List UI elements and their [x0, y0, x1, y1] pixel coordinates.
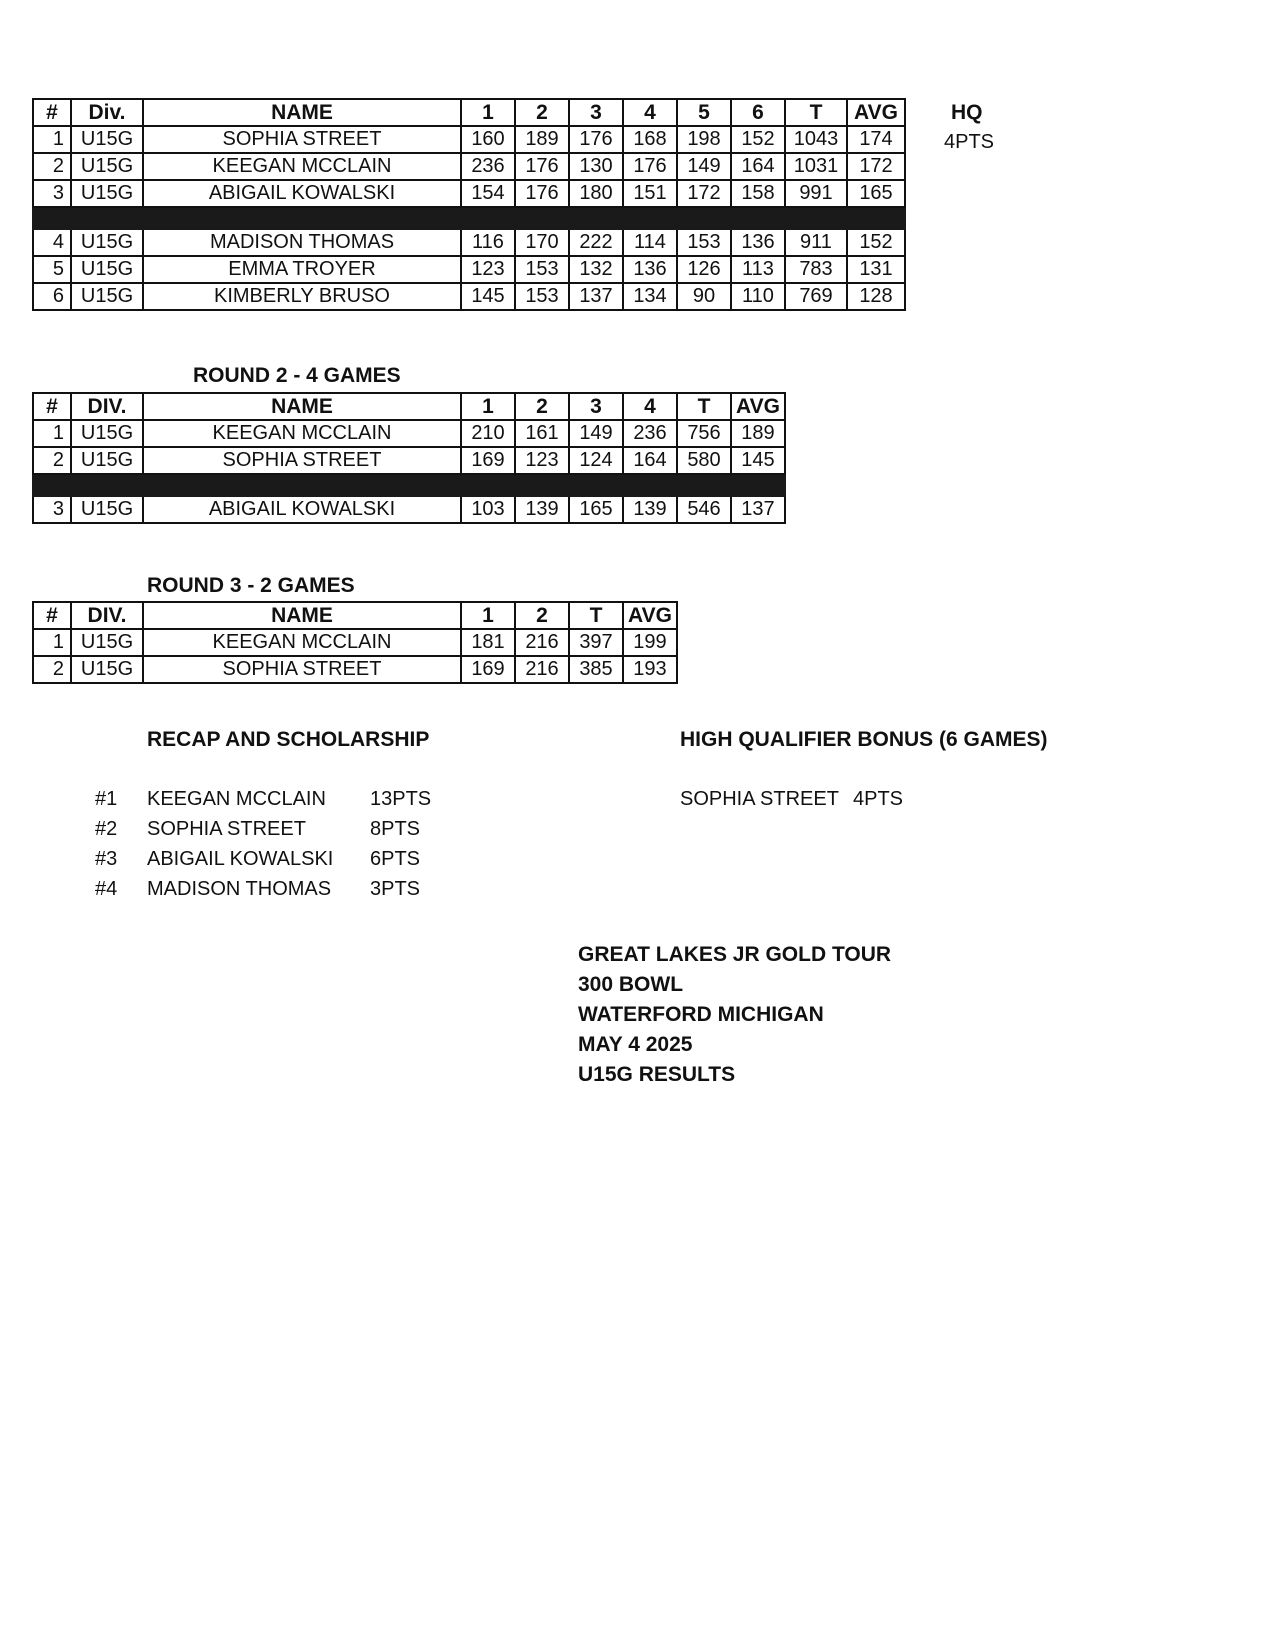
table-cell: 189: [515, 126, 569, 153]
table-cell: 236: [461, 153, 515, 180]
event-date: MAY 4 2025: [578, 1033, 693, 1056]
table-cell: 176: [569, 126, 623, 153]
table-cell: 6: [33, 283, 71, 310]
bonus-points: 4PTS: [853, 788, 904, 810]
table-cell: 164: [731, 153, 785, 180]
table-cell: 2: [33, 153, 71, 180]
table-cell: 149: [677, 153, 731, 180]
table-cell: 153: [515, 283, 569, 310]
table-row: [33, 496, 785, 523]
table-cell: 161: [515, 420, 569, 447]
table-cell: U15G: [71, 283, 143, 310]
table-cell: 154: [461, 180, 515, 207]
event-division: U15G RESULTS: [578, 1063, 736, 1086]
round3-col-header: T: [569, 602, 623, 629]
table-cell: KEEGAN MCCLAIN: [143, 420, 461, 447]
round2-title: ROUND 2 - 4 GAMES: [193, 364, 401, 387]
table-cell: KEEGAN MCCLAIN: [143, 153, 461, 180]
table-cell: 126: [677, 256, 731, 283]
round2-col-header: #: [33, 393, 71, 420]
table-cell: 145: [731, 447, 785, 474]
table-cell: 152: [847, 229, 905, 256]
table-cell: 176: [515, 180, 569, 207]
table-row: [33, 629, 677, 656]
table-cell: 172: [847, 153, 905, 180]
table-cell: 110: [731, 283, 785, 310]
round1-col-header: #: [33, 99, 71, 126]
table-cell: 145: [461, 283, 515, 310]
table-cell: 165: [847, 180, 905, 207]
table-cell: 174: [847, 126, 905, 153]
table-cell: 5: [33, 256, 71, 283]
table-cell: 132: [569, 256, 623, 283]
round2-col-header: 3: [569, 393, 623, 420]
table-cell: 113: [731, 256, 785, 283]
table-cell: 3: [33, 496, 71, 523]
table-cell: 1: [33, 126, 71, 153]
table-cell: 137: [569, 283, 623, 310]
table-cell: U15G: [71, 229, 143, 256]
bonus-name: SOPHIA STREET: [680, 788, 839, 810]
table-cell: 164: [623, 447, 677, 474]
table-cell: 151: [623, 180, 677, 207]
table-cell: 153: [677, 229, 731, 256]
table-cell: 169: [461, 447, 515, 474]
table-cell: SOPHIA STREET: [143, 126, 461, 153]
recap-points: 6PTS: [370, 848, 421, 870]
table-cell: KIMBERLY BRUSO: [143, 283, 461, 310]
table-cell: MADISON THOMAS: [143, 229, 461, 256]
table-cell: 198: [677, 126, 731, 153]
table-cell: 128: [847, 283, 905, 310]
table-cell: 152: [731, 126, 785, 153]
table-cell: 1: [33, 420, 71, 447]
recap-name: ABIGAIL KOWALSKI: [147, 848, 334, 870]
table-cell: 136: [731, 229, 785, 256]
table-cell: 176: [515, 153, 569, 180]
cut-line-bar: [33, 207, 905, 229]
table-cell: 580: [677, 447, 731, 474]
table-cell: 170: [515, 229, 569, 256]
table-cell: U15G: [71, 496, 143, 523]
table-row: [33, 180, 905, 207]
table-cell: U15G: [71, 180, 143, 207]
table-cell: 4: [33, 229, 71, 256]
table-cell: 158: [731, 180, 785, 207]
round3-col-header: NAME: [143, 602, 461, 629]
table-cell: 103: [461, 496, 515, 523]
recap-name: MADISON THOMAS: [147, 878, 332, 900]
cut-line: [33, 474, 785, 496]
round3-col-header: AVG: [623, 602, 677, 629]
table-cell: 3: [33, 180, 71, 207]
round1-col-header: 6: [731, 99, 785, 126]
table-cell: 1031: [785, 153, 847, 180]
table-cell: 991: [785, 180, 847, 207]
table-cell: SOPHIA STREET: [143, 447, 461, 474]
table-cell: 139: [515, 496, 569, 523]
round1-col-header: NAME: [143, 99, 461, 126]
recap-points: 3PTS: [370, 878, 421, 900]
table-cell: ABIGAIL KOWALSKI: [143, 496, 461, 523]
round1-col-header: 1: [461, 99, 515, 126]
round1-table: [32, 98, 906, 311]
hq-header: HQ: [951, 101, 983, 124]
table-cell: 193: [623, 656, 677, 683]
round2-col-header: T: [677, 393, 731, 420]
table-cell: 911: [785, 229, 847, 256]
recap-place: #1: [95, 788, 118, 810]
table-row: [33, 229, 905, 256]
round2-col-header: 1: [461, 393, 515, 420]
table-cell: U15G: [71, 629, 143, 656]
recap-name: KEEGAN MCCLAIN: [147, 788, 326, 810]
round2-col-header: DIV.: [71, 393, 143, 420]
recap-place: #2: [95, 818, 118, 840]
table-cell: 756: [677, 420, 731, 447]
table-cell: 1: [33, 629, 71, 656]
table-cell: 769: [785, 283, 847, 310]
table-row: [33, 420, 785, 447]
table-cell: 90: [677, 283, 731, 310]
round2-table: [32, 392, 786, 524]
round1-header-row: [33, 99, 905, 126]
table-cell: SOPHIA STREET: [143, 656, 461, 683]
table-row: [33, 153, 905, 180]
table-cell: 222: [569, 229, 623, 256]
event-location: WATERFORD MICHIGAN: [578, 1003, 824, 1026]
table-cell: 216: [515, 656, 569, 683]
event-venue: 300 BOWL: [578, 973, 684, 996]
round3-header-row: [33, 602, 677, 629]
round1-col-header: 3: [569, 99, 623, 126]
round2-col-header: 2: [515, 393, 569, 420]
table-cell: 216: [515, 629, 569, 656]
round1-col-header: 2: [515, 99, 569, 126]
table-cell: 2: [33, 656, 71, 683]
table-cell: U15G: [71, 447, 143, 474]
round2-col-header: NAME: [143, 393, 461, 420]
table-cell: 139: [623, 496, 677, 523]
table-cell: 131: [847, 256, 905, 283]
table-cell: 114: [623, 229, 677, 256]
round1-col-header: 4: [623, 99, 677, 126]
round2-header-row: [33, 393, 785, 420]
recap-points: 8PTS: [370, 818, 421, 840]
recap-title: RECAP AND SCHOLARSHIP: [147, 728, 430, 751]
table-cell: 783: [785, 256, 847, 283]
table-cell: U15G: [71, 656, 143, 683]
table-cell: 210: [461, 420, 515, 447]
round2-col-header: AVG: [731, 393, 785, 420]
table-cell: 168: [623, 126, 677, 153]
round1-col-header: 5: [677, 99, 731, 126]
hq-points: 4PTS: [944, 131, 995, 153]
table-row: [33, 256, 905, 283]
table-cell: 165: [569, 496, 623, 523]
round3-title: ROUND 3 - 2 GAMES: [147, 574, 355, 597]
table-cell: 160: [461, 126, 515, 153]
round1-col-header: Div.: [71, 99, 143, 126]
table-cell: U15G: [71, 126, 143, 153]
round1-col-header: T: [785, 99, 847, 126]
table-cell: 123: [461, 256, 515, 283]
table-cell: 124: [569, 447, 623, 474]
table-cell: 385: [569, 656, 623, 683]
table-row: [33, 126, 905, 153]
table-cell: 137: [731, 496, 785, 523]
bonus-title: HIGH QUALIFIER BONUS (6 GAMES): [680, 728, 1048, 751]
recap-points: 13PTS: [370, 788, 432, 810]
recap-place: #4: [95, 878, 118, 900]
cut-line: [33, 207, 905, 229]
table-cell: 2: [33, 447, 71, 474]
table-cell: 169: [461, 656, 515, 683]
table-cell: 130: [569, 153, 623, 180]
table-cell: 149: [569, 420, 623, 447]
table-cell: 136: [623, 256, 677, 283]
table-cell: 189: [731, 420, 785, 447]
event-info: [578, 940, 891, 1090]
table-cell: EMMA TROYER: [143, 256, 461, 283]
event-tour: GREAT LAKES JR GOLD TOUR: [578, 943, 892, 966]
table-cell: 176: [623, 153, 677, 180]
table-cell: 236: [623, 420, 677, 447]
round3-col-header: DIV.: [71, 602, 143, 629]
round1-col-header: AVG: [847, 99, 905, 126]
table-cell: 199: [623, 629, 677, 656]
table-row: [33, 447, 785, 474]
recap-place: #3: [95, 848, 118, 870]
table-cell: 181: [461, 629, 515, 656]
table-row: [33, 283, 905, 310]
round3-col-header: 1: [461, 602, 515, 629]
round3-col-header: 2: [515, 602, 569, 629]
table-cell: U15G: [71, 153, 143, 180]
table-cell: U15G: [71, 420, 143, 447]
cut-line-bar: [33, 474, 785, 496]
table-cell: ABIGAIL KOWALSKI: [143, 180, 461, 207]
table-cell: 172: [677, 180, 731, 207]
table-cell: 123: [515, 447, 569, 474]
table-cell: U15G: [71, 256, 143, 283]
table-row: [33, 656, 677, 683]
table-cell: 180: [569, 180, 623, 207]
table-cell: 116: [461, 229, 515, 256]
recap-name: SOPHIA STREET: [147, 818, 306, 840]
table-cell: 134: [623, 283, 677, 310]
table-cell: 1043: [785, 126, 847, 153]
table-cell: KEEGAN MCCLAIN: [143, 629, 461, 656]
table-cell: 397: [569, 629, 623, 656]
table-cell: 153: [515, 256, 569, 283]
table-cell: 546: [677, 496, 731, 523]
round2-col-header: 4: [623, 393, 677, 420]
round3-table: [32, 601, 678, 684]
round3-col-header: #: [33, 602, 71, 629]
